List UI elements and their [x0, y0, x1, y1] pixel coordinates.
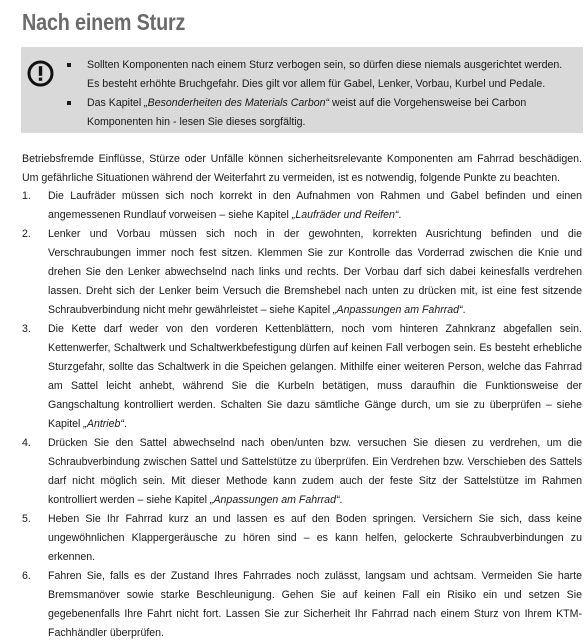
- step-text: Fahren Sie, falls es der Zustand Ihres Fahrrades noch zulässt, langsam und achtsam. Vermeiden Sie harte Bremsmanöver sowie starke Beschleunigung. Gehen Sie auf keinen Fall ein Risiko ein und setzen Sie gegebenenfalls Ihre Fahrt nicht fort. Lassen Sie zur Sicherheit Ihr Fahrrad nach einem Sturz von Ihrem KTM-Fachhändler überprüfen.: [48, 570, 582, 639]
- step-number: 3.: [22, 323, 31, 335]
- step-text: Die Laufräder müssen sich noch korrekt in den Aufnahmen von Rahmen und Gabel befinden und einen angemessenen Rundlauf vorweisen – siehe Kapitel: [48, 190, 582, 221]
- step-number: 2.: [22, 228, 31, 240]
- steps-list: [22, 187, 582, 643]
- step-text: Lenker und Vorbau müssen sich noch in der gewohnten, korrekten Ausrichtung befinden und die Verschraubungen immer noch fest sitzen. Klemmen Sie zur Kontrolle das Vorderrad zwischen die Knie und drehen Sie den Lenker abwechselnd nach links und rechts. Der Vorbau darf sich dabei keinesfalls verdrehen lassen. Dreht sich der Lenker beim Versuch die Bremshebel nach unten zu drücken mit, ist eine fest sitzende Schraubverbindung nicht mehr gewährleistet – siehe Kapitel: [48, 228, 582, 316]
- chapter-reference: „Antrieb“: [83, 418, 124, 430]
- chapter-reference: „Anpassungen am Fahrrad“: [333, 304, 463, 316]
- step-text: Die Kette darf weder von den vorderen Kettenblättern, noch vom hinteren Zahnkranz abgefallen sein. Kettenwerfer, Schaltwerk und Schaltwerkbefestigung dürfen auf keinen Fall verbogen sein. Es besteht erhebliche Sturzgefahr, sollte das Schaltwerk in die Speichen gelangen. Mithilfe einer weiteren Person, welche das Fahrrad am Sattel leicht anhebt, während Sie die Kurbeln betätigen, muss daraufhin die Funktionsweise der Gangschaltung kontrolliert werden. Schalten Sie dazu sämtliche Gänge durch, um sie zu überprüfen – siehe Kapitel: [48, 323, 582, 430]
- step-suffix: .: [462, 304, 466, 316]
- step-text: Drücken Sie den Sattel abwechselnd nach oben/unten bzw. versuchen Sie diesen zu verdrehen, um die Schraubverbindung zwischen Sattel und Sattelstütze zu überprüfen. Ein Verdrehen bzw. Verschieben des Sattels darf nicht möglich sein. Mit dieser Methode kann zudem auch der feste Sitz der Sattelstütze im Rahmen kontrolliert werden – siehe Kapitel: [48, 437, 582, 506]
- step-number: 5.: [22, 513, 31, 525]
- intro-paragraph: Betriebsfremde Einflüsse, Stürze oder Unfälle können sicherheitsrelevante Komponenten am Fahrrad beschädigen. Um gefährliche Situationen während der Weiterfahrt zu vermeiden, ist es notwendig, folgende Punkte zu beachten.: [22, 153, 582, 184]
- exclamation-circle-icon: [27, 60, 54, 87]
- warning-item: [87, 56, 577, 94]
- step-number: 6.: [22, 570, 31, 582]
- chapter-reference: „Laufräder und Reifen“: [291, 209, 399, 221]
- page-title: Nach einem Sturz: [22, 9, 186, 35]
- chapter-reference: „Anpassungen am Fahrrad“: [209, 494, 340, 506]
- list-item: [22, 320, 582, 434]
- bullet: [67, 63, 71, 67]
- bullet: [67, 101, 71, 105]
- step-number: 1.: [22, 190, 31, 202]
- step-text: Heben Sie Ihr Fahrrad kurz an und lassen es auf den Boden springen. Versichern Sie sich, dass keine ungewöhnlichen Klappergeräusche zu hören sind – es kann helfen, gelockerte Schraubverbindungen zu erkennen.: [48, 513, 582, 563]
- warning-item-suffix: weist auf die Vorgehensweise bei Carbon Komponenten hin - lesen Sie dieses sorgfältig.: [87, 97, 527, 128]
- list-item: [22, 567, 582, 643]
- warning-item: [87, 94, 577, 132]
- step-suffix: .: [339, 494, 343, 506]
- list-item: [22, 187, 582, 225]
- list-item: [22, 510, 582, 567]
- chapter-reference: „Besonderheiten des Materials Carbon“: [144, 97, 330, 109]
- warning-item-prefix: Das Kapitel: [87, 97, 145, 109]
- warning-list: [87, 56, 577, 132]
- warning-box: [21, 47, 583, 133]
- step-number: 4.: [22, 437, 31, 449]
- list-item: [22, 225, 582, 320]
- step-suffix: .: [398, 209, 402, 221]
- warning-item-text: Sollten Komponenten nach einem Sturz verbogen sein, so dürfen diese niemals ausgerichtet werden. Es besteht erhöhte Bruchgefahr. Dies gilt vor allem für Gabel, Lenker, Vorbau, Kurbel und Pedale.: [87, 59, 563, 90]
- list-item: [22, 434, 582, 510]
- step-suffix: .: [123, 418, 127, 430]
